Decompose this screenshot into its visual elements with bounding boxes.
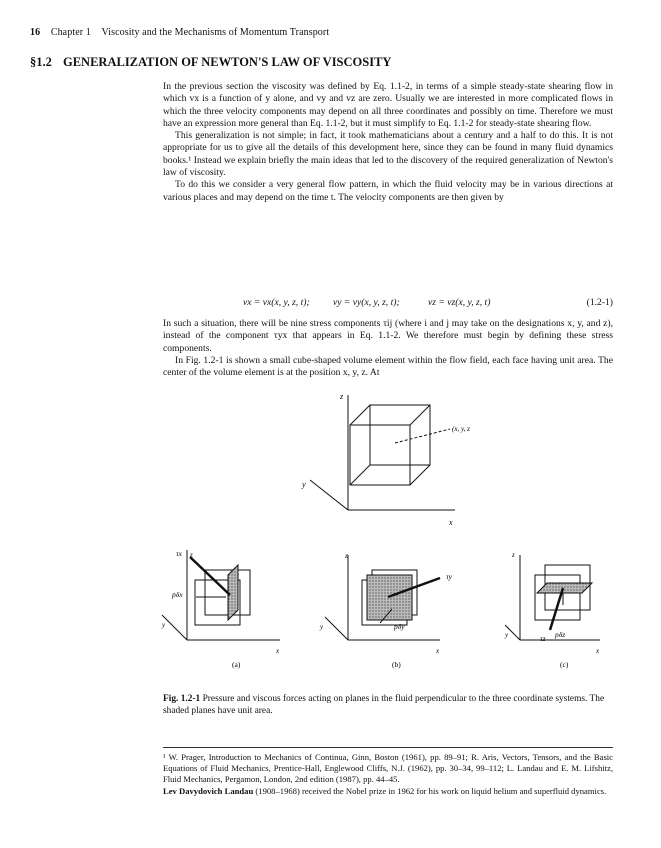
section-heading — [30, 55, 391, 70]
paragraph-3: To do this we consider a very general flow pattern, in which the fluid velocity may be in various directions at various places and may depend on the time t. The velocity components are then given by — [163, 179, 613, 203]
footnote-bio-name: Lev Davydovich Landau — [163, 785, 254, 796]
main-z-label: z — [340, 392, 344, 401]
panel-a-x-label: x — [276, 647, 280, 655]
panel-b — [319, 552, 453, 669]
panel-a-z-label: z — [190, 551, 193, 559]
body-text-upper — [163, 81, 613, 204]
running-head — [30, 27, 329, 38]
panel-c-y-label: y — [505, 631, 509, 639]
caption-label: Fig. 1.2-1 — [163, 694, 201, 704]
panel-a — [161, 549, 280, 669]
figure-1-2-1 — [0, 385, 661, 685]
section-number: §1.2 — [30, 55, 52, 69]
caption-text: Pressure and viscous forces acting on planes in the fluid perpendicular to the three coordinate systems. The shaded planes have unit area. — [163, 694, 605, 716]
pressure-z-label: pδz — [555, 630, 566, 639]
tau-z-arrow — [550, 588, 563, 630]
panel-a-y-label: y — [162, 621, 166, 629]
main-y-axis — [310, 480, 348, 510]
panel-c-z-label: z — [512, 551, 515, 559]
panel-a-label: (a) — [232, 660, 241, 669]
paragraph-2: This generalization is not simple; in fact, it took mathematicians about a century and a half to do this. It is not appropriate for us to give all the details of this development here, since they can be found in many fluid dynamics books.¹ Instead we explain briefly the main ideas that led to the discovery of the required generalization of Newton's law of viscosity. — [163, 130, 613, 179]
paragraph-1: In the previous section the viscosity was defined by Eq. 1.1-2, in terms of a simple steady-state shearing flow in which vx is a function of y alone, and vy and vz are zero. Usually we are interested in more complicated flows in which the three velocity components may depend on all three coordinates and possibly on time. Therefore we must have an expression more general than Eq. 1.1-2, but it must simplify to Eq. 1.1-2 for steady-state shearing flow. — [163, 81, 613, 129]
paragraph-4: In such a situation, there will be nine stress components τij (where i and j may take on the designations x, y, and z), instead of the component τyx that appears in Eq. 1.1-2. We therefore must begin by defining these stress components. — [163, 318, 613, 354]
page-number: 16 — [30, 27, 41, 38]
body-text-lower — [163, 318, 613, 379]
paragraph-5: In Fig. 1.2-1 is shown a small cube-shaped volume element within the flow field, each face having unit area. The center of the volume element is at the position x, y, z. At — [163, 354, 613, 379]
section-title: GENERALIZATION OF NEWTON'S LAW OF VISCOSITY — [63, 55, 392, 69]
main-x-label: x — [449, 518, 453, 527]
equation-number: (1.2-1) — [586, 297, 613, 308]
main-y-label: y — [302, 480, 306, 489]
footnote-rule — [163, 747, 613, 748]
pressure-x-label: pδx — [172, 590, 183, 599]
panel-c — [504, 551, 600, 669]
footnote — [163, 752, 613, 797]
footnote-bio-text: (1908–1968) received the Nobel prize in 1962 for his work on liquid helium and superfluid dynamics. — [255, 785, 607, 796]
volume-cube — [350, 405, 430, 485]
shaded-plane-z — [537, 583, 592, 593]
point-leader — [395, 429, 450, 443]
panel-b-y-label: y — [320, 623, 324, 631]
chapter-label: Chapter 1 — [50, 27, 91, 38]
panel-b-label: (b) — [392, 660, 401, 669]
equation-vy: vy = vy(x, y, z, t); — [333, 297, 400, 308]
equation-vz: vz = vz(x, y, z, t) — [428, 297, 491, 308]
equation-vx: vx = vx(x, y, z, t); — [243, 297, 310, 308]
pressure-y-label: pδy — [394, 622, 405, 631]
point-label: (x, y, z — [452, 425, 470, 433]
main-diagram — [310, 395, 455, 510]
figure-caption — [163, 693, 613, 717]
tau-x-label: τx — [176, 549, 183, 558]
chapter-title: Viscosity and the Mechanisms of Momentum Transport — [101, 27, 330, 38]
panel-c-label: (c) — [560, 660, 569, 669]
tau-z-label: τz — [540, 634, 546, 643]
footnote-references: ¹ W. Prager, Introduction to Mechanics of Continua, Ginn, Boston (1961), pp. 89–91; R. Aris, Vectors, Tensors, and the Basic Equations of Fluid Mechanics, Prentice-Hall, Englewood Cliffs, N.J. (1962), pp. 30–34, 99–112; L. Landau and E. M. Lifshitz, Fluid Mechanics, Pergamon, London, 2nd edition (1987), pp. 44–45. — [163, 752, 613, 785]
panel-c-x-label: x — [596, 647, 600, 655]
tau-x-arrow — [190, 557, 230, 595]
tau-y-label: τy — [446, 572, 453, 581]
panel-b-z-label: z — [345, 552, 348, 560]
panel-b-x-label: x — [436, 647, 440, 655]
shaded-plane-x — [228, 565, 238, 620]
